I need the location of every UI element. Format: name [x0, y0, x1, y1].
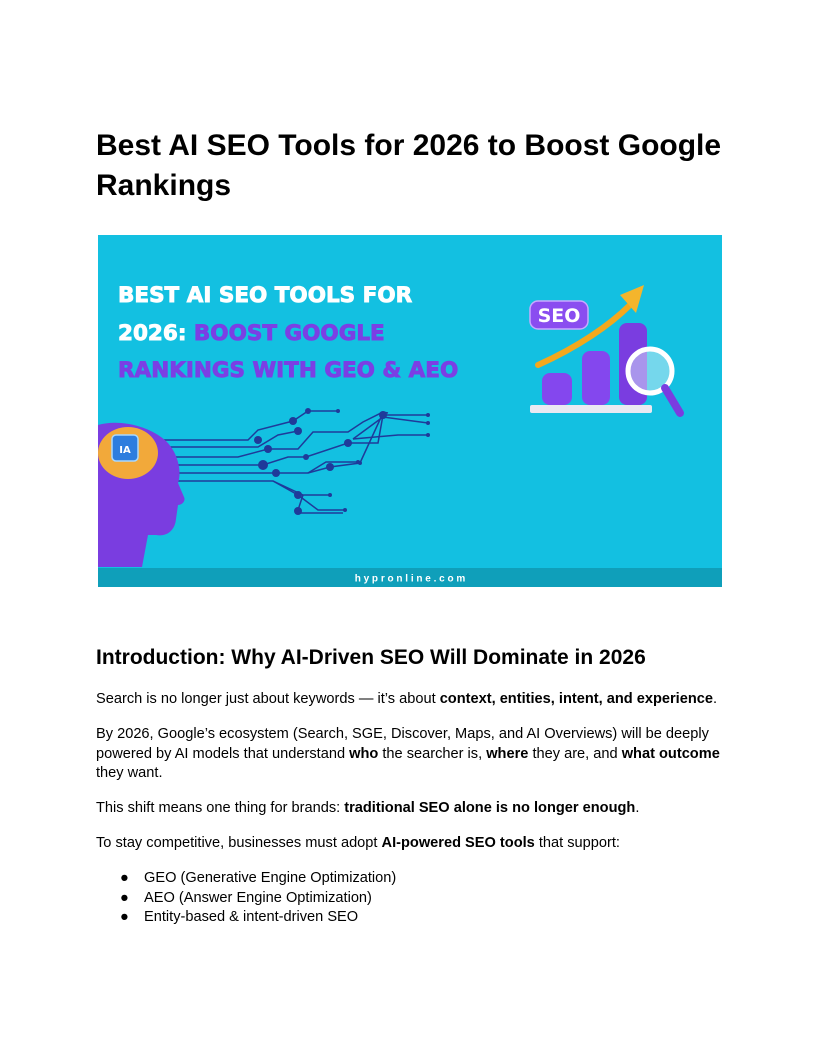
chart-base — [530, 405, 652, 413]
hero-banner-image — [98, 235, 722, 587]
list-item: ● GEO (Generative Engine Optimization) — [96, 869, 396, 889]
list-item: ● AEO (Answer Engine Optimization) — [96, 889, 396, 909]
intro-paragraph-2: By 2026, Google’s ecosystem (Search, SGE, Discover, Maps, and AI Overviews) will be deeply powered by AI models that understand who the searcher is, where they are, and what outcome they want. — [96, 726, 720, 781]
bullet-icon: ● — [120, 889, 129, 906]
intro-paragraph-4: To stay competitive, businesses must adopt AI-powered SEO tools that support: — [96, 835, 620, 851]
list-item: ● Entity-based & intent-driven SEO — [96, 908, 396, 928]
feature-bullet-list — [96, 869, 396, 928]
chart-bar-1 — [542, 373, 572, 405]
ai-chip-label: IA — [119, 445, 131, 456]
seo-badge-text: SEO — [537, 305, 581, 327]
banner-headline-line3: RANKINGS WITH GEO & AEO — [118, 358, 459, 383]
banner-footer-url: h y p r o n l i n e . c o m — [354, 573, 466, 585]
intro-paragraph-3: This shift means one thing for brands: traditional SEO alone is no longer enough. — [96, 800, 640, 816]
bullet-icon: ● — [120, 909, 129, 925]
chart-bar-2 — [582, 351, 610, 405]
banner-headline-line2: 2026: BOOST GOOGLE — [118, 321, 385, 346]
intro-paragraph-1: Search is no longer just about keywords — it’s about context, entities, intent, and experience. — [96, 691, 718, 707]
banner-headline-line1: BEST AI SEO TOOLS FOR — [118, 283, 413, 308]
bullet-icon: ● — [120, 870, 129, 886]
page-title: Best AI SEO Tools for 2026 to Boost Google Rankings — [96, 129, 722, 202]
intro-heading: Introduction: Why AI-Driven SEO Will Dominate in 2026 — [96, 646, 646, 669]
